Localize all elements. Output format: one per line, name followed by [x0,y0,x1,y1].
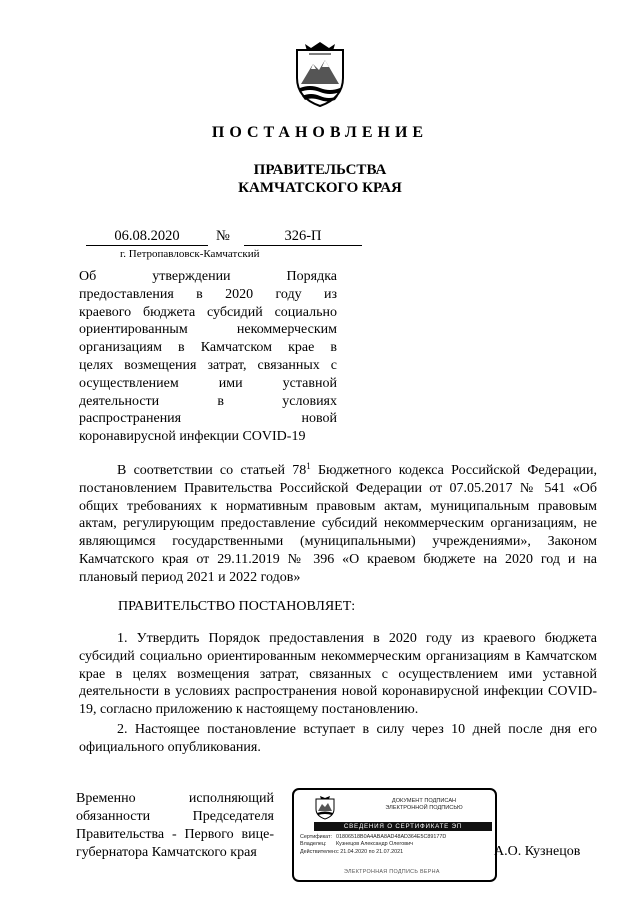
article-superscript: 1 [306,461,311,471]
document-date: 06.08.2020 [86,228,208,246]
certificate-row [300,834,446,841]
stamp-header-line: ДОКУМЕНТ ПОДПИСАН [391,798,457,804]
certificate-row-value: 01806518B0A4ABA8AD48AD364E5C89177D [336,834,447,840]
preamble-text-rest: Бюджетного кодекса Российской Федерации, постановлением Правительства Российской Федерации от 07.05.2017 № 541 «Об общих требованиях к нормативным правовым актам, муниципальным правовым актам, регулирующим предоставление субсидий некоммерческим организациям, не являющимся государственными (муниципальными) учреждениями», Законом Камчатского края от 29.11.2019 № 396 «О краевом бюджете на 2020 год и на плановый период 2021 и 2022 годов» [79,463,597,585]
subject-line: коронавирусной инфекции COVID-19 [79,429,306,445]
issuing-authority [0,161,640,197]
document-type-title: ПОСТАНОВЛЕНИЕ [211,124,429,141]
document-subject [79,268,337,446]
stamp-header-line: ЭЛЕКТРОННОЙ ПОДПИСЬЮ [385,805,463,811]
issue-city: г. Петропавловск-Камчатский [120,248,260,260]
certificate-row [300,841,446,848]
certificate-row-value: с 21.04.2020 по 21.07.2021 [336,848,404,855]
number-sign: № [216,228,230,244]
subject-line: Об утверждении Порядка [79,269,337,284]
subject-line: осуществлением ими уставной [79,375,337,391]
coat-of-arms-icon [314,795,336,820]
resolution-item-1: 1. Утвердить Порядок предоставления в 2020 году из краевого бюджета субсидий социально ориентированным некоммерческим организациям в Камчатском крае в целях возмещения затрат, связанных с осуществлением ими уставной деятельности в условиях распространения новой коронавирусной инфекции COVID-19, согласно приложению к настоящему постановлению. [79,631,597,718]
document-number: 326-П [244,228,362,246]
subject-line: предоставления в 2020 году из [79,286,337,302]
signer-title-line: губернатора Камчатского края [76,845,257,860]
certificate-info-bar: СВЕДЕНИЯ О СЕРТИФИКАТЕ ЭП [314,822,492,831]
subject-line: деятельности в условиях [79,393,337,409]
certificate-details [300,834,446,856]
signer-title-line: обязанности Председателя [76,809,274,824]
certificate-row-label: Действителен: [300,848,337,855]
resolution-heading: ПРАВИТЕЛЬСТВО ПОСТАНОВЛЯЕТ: [118,599,356,614]
authority-line: ПРАВИТЕЛЬСТВА [253,162,387,178]
signer-title-line: Правительства - Первого вице- [76,827,274,842]
electronic-signature-stamp [292,788,497,882]
stamp-footer: ЭЛЕКТРОННАЯ ПОДПИСЬ ВЕРНА [344,869,440,875]
coat-of-arms-icon [291,40,349,108]
certificate-row-value: Кузнецов Александр Олегович [336,841,413,848]
resolution-item-2: 2. Настоящее постановление вступает в силу через 10 дней после дня его официального опубликования. [79,722,597,755]
subject-line: ориентированным некоммерческим [79,322,337,338]
preamble-text-start: В соответствии со статьей 78 [117,463,307,478]
signer-title [76,790,274,862]
subject-line: целях возмещения затрат, связанных с [79,357,337,373]
certificate-row-label: Владелец: [300,841,327,848]
subject-line: краевого бюджета субсидий социально [79,304,337,320]
certificate-row [300,849,446,856]
authority-line: КАМЧАТСКОГО КРАЯ [238,180,402,196]
stamp-header [364,798,484,812]
preamble-paragraph [79,462,597,587]
signer-name: А.О. Кузнецов [494,844,581,859]
signer-title-line: Временно исполняющий [76,791,274,806]
subject-line: организациям в Камчатском крае в [79,340,337,356]
subject-line: распространения новой [79,411,337,427]
certificate-row-label: Сертификат: [300,834,333,840]
